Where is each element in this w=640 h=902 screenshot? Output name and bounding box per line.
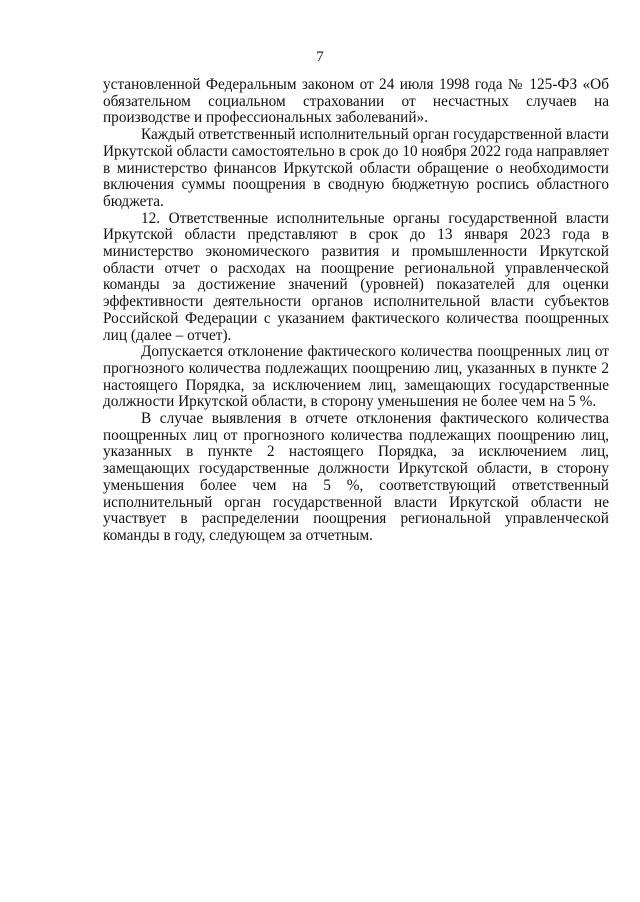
paragraph-allowed-deviation: Допускается отклонение фактического количества поощренных лиц от прогнозного количества подлежащих поощрению лиц, указанных в пункте 2 настоящего Порядка, за исключением лиц, замещающих государственные должности Иркутской области, в сторону уменьшения не более чем на 5 %. bbox=[103, 343, 609, 411]
paragraph-item-12-report: 12. Ответственные исполнительные органы государственной власти Иркутской области представляют в срок до 13 января 2023 года в министерство экономического развития и промышленности Иркутской области отчет о расходах на поощрение региональной управленческой команды за достижение значений (уровней) показателей для оценки эффективности деятельности органов исполнительной власти субъектов Российской Федерации с указанием фактического количества поощренных лиц (далее – отчет). bbox=[103, 209, 609, 344]
paragraph-continuation: установленной Федеральным законом от 24 июля 1998 года № 125-ФЗ «Об обязательном социальном страховании от несчастных случаев на производстве и профессиональных заболеваний». bbox=[103, 76, 609, 127]
page-number: 7 bbox=[316, 49, 324, 65]
document-body bbox=[103, 77, 609, 545]
paragraph-deviation-consequence: В случае выявления в отчете отклонения фактического количества поощренных лиц от прогнозного количества подлежащих поощрению лиц, указанных в пункте 2 настоящего Порядка, за исключением лиц, замещающих государственные должности Иркутской области, в сторону уменьшения более чем на 5 %, соответствующий ответственный исполнительный орган государственной власти Иркутской области не участвует в распределении поощрения региональной управленческой команды в году, следующем за отчетным. bbox=[103, 410, 609, 544]
paragraph-budget-request: Каждый ответственный исполнительный орган государственной власти Иркутской области самостоятельно в срок до 10 ноября 2022 года направляет в министерство финансов Иркутской области обращение о необходимости включения суммы поощрения в сводную бюджетную роспись областного бюджета. bbox=[103, 126, 609, 210]
